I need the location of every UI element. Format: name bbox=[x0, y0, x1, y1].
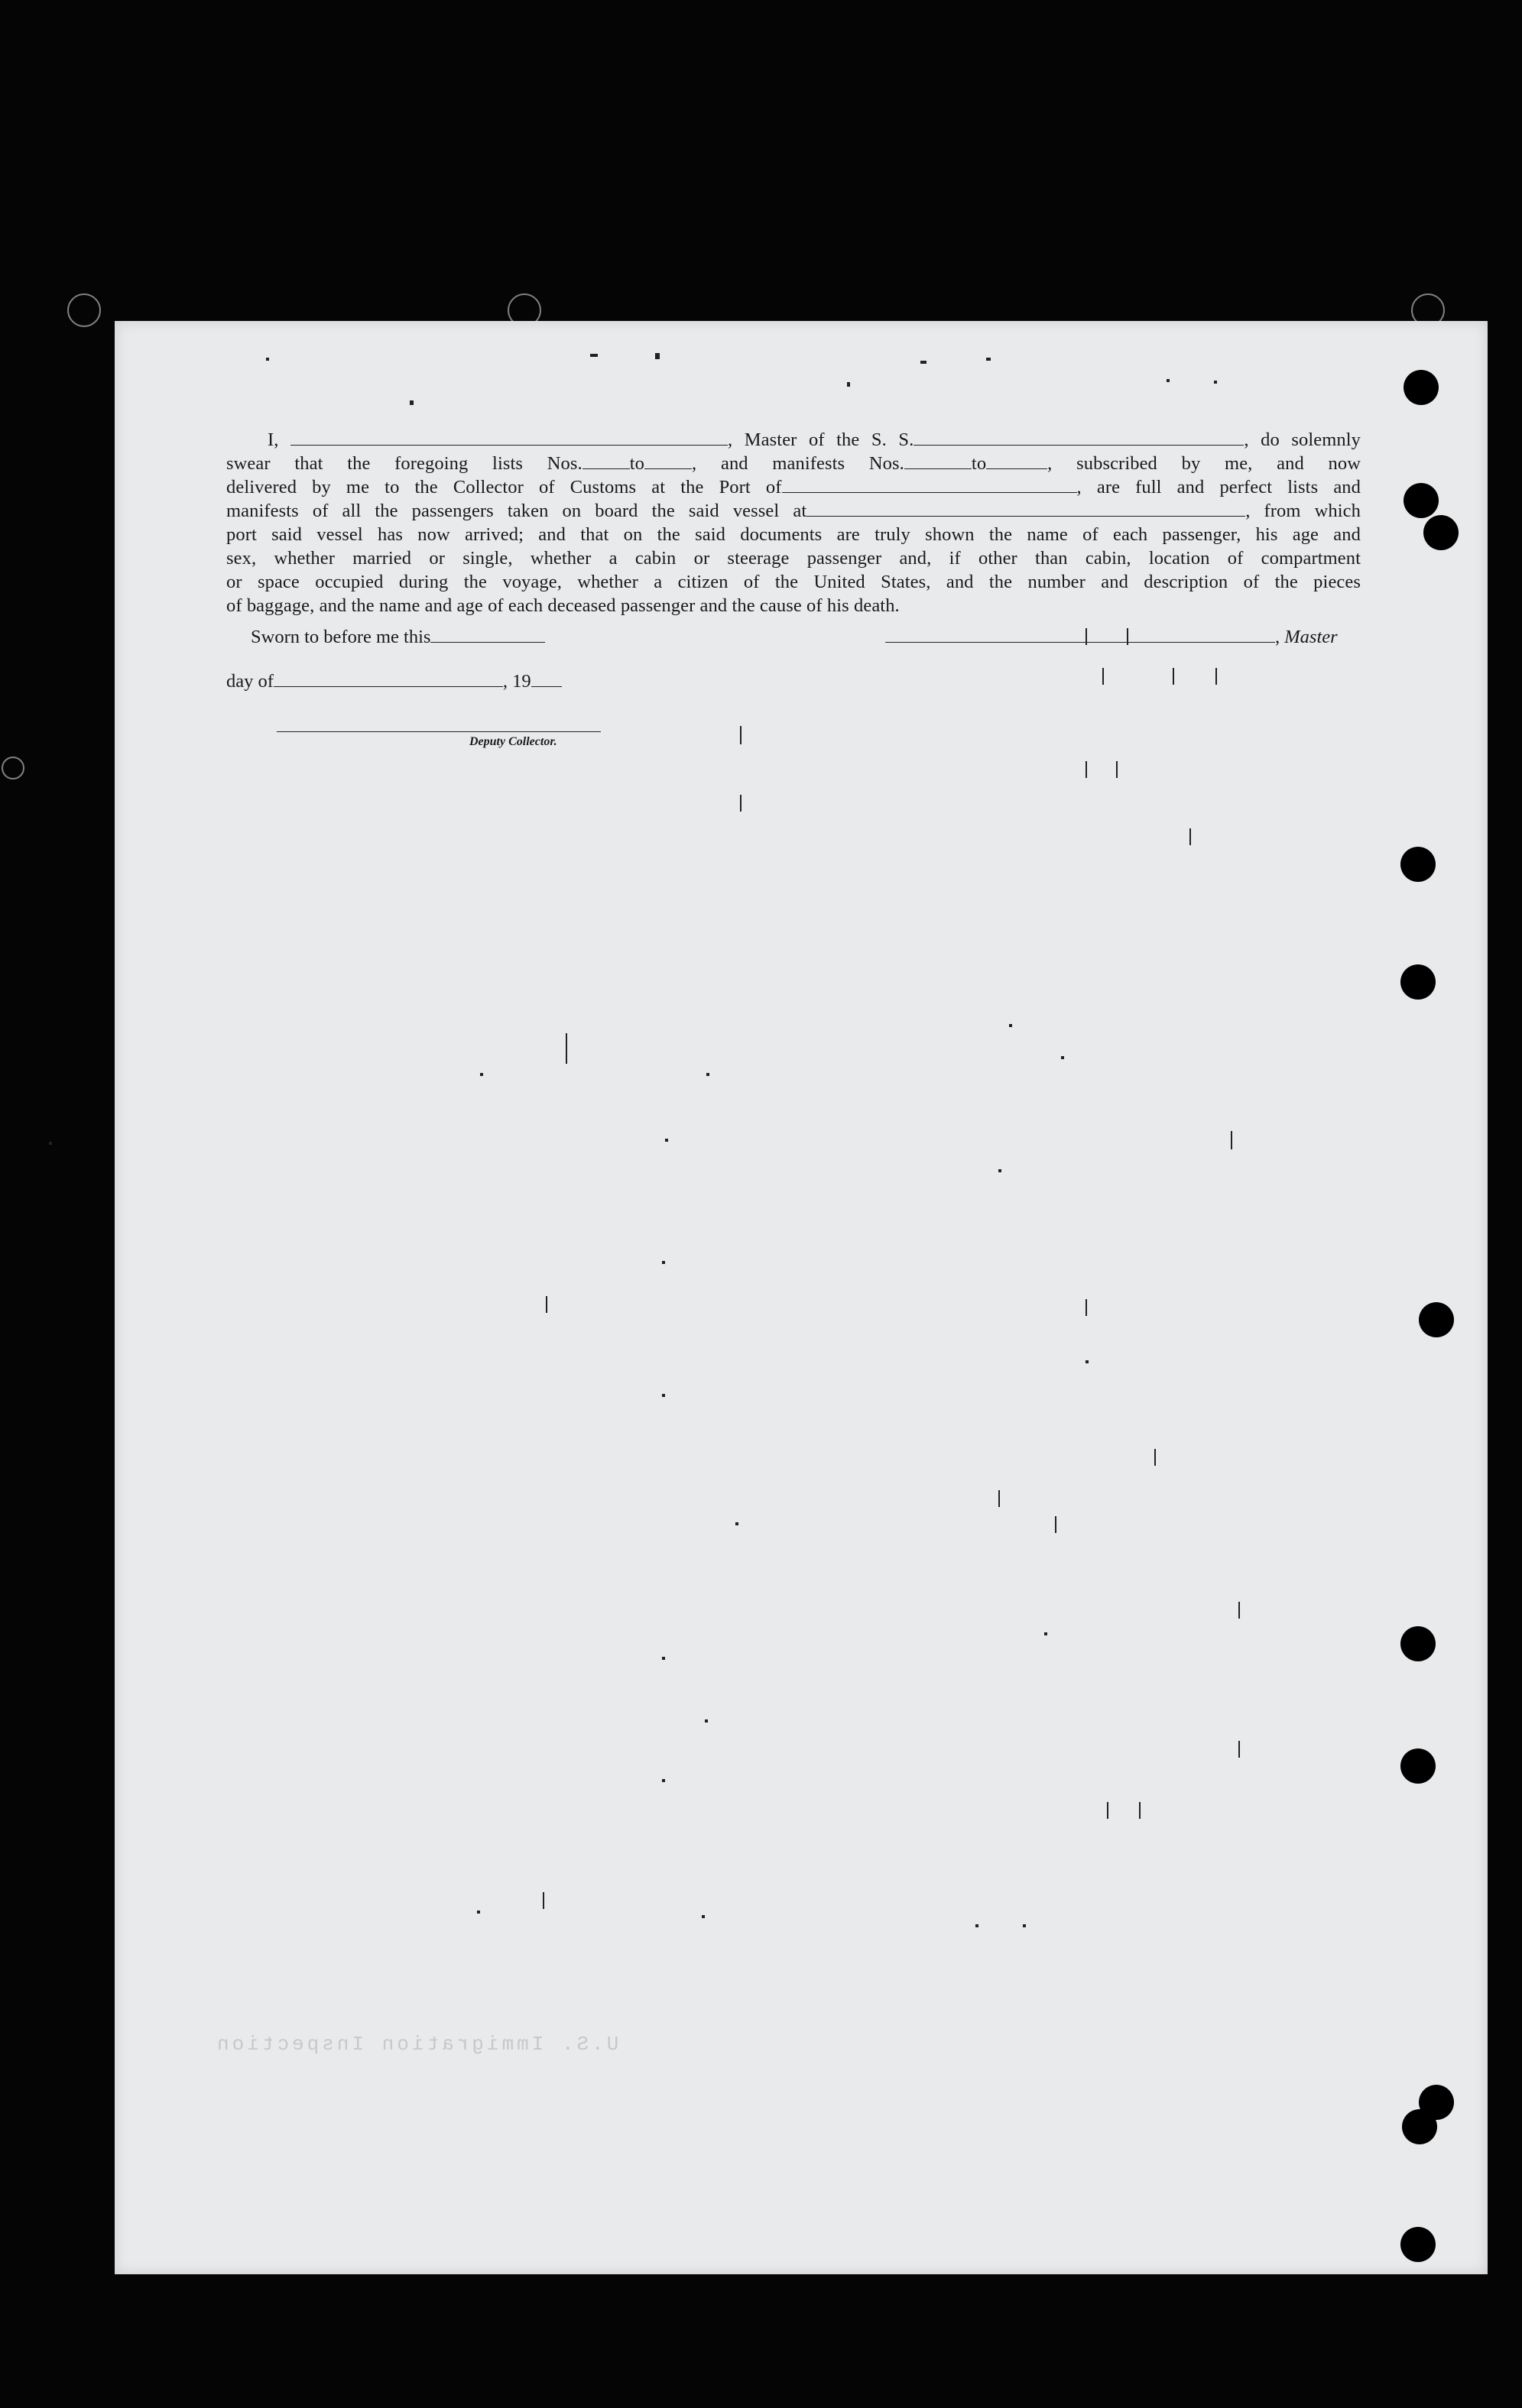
scan-speck bbox=[1214, 381, 1217, 384]
oath-line-8 bbox=[226, 594, 1361, 617]
scan-speck bbox=[1086, 1360, 1089, 1363]
scan-speck bbox=[975, 1924, 978, 1927]
oath-line-5 bbox=[226, 523, 1361, 546]
scan-speck bbox=[735, 1522, 738, 1525]
master-name-blank bbox=[290, 431, 728, 446]
punch-hole bbox=[1400, 847, 1436, 882]
punch-hole bbox=[1404, 483, 1439, 518]
scan-speck bbox=[1189, 828, 1191, 845]
day-of-label: day of bbox=[226, 671, 274, 692]
master-signature-blank bbox=[885, 628, 1275, 643]
oath-text: or space occupied during the voyage, whether a citizen of the United States, and the number and description of the pieces bbox=[226, 572, 1361, 592]
punch-hole bbox=[1400, 2227, 1436, 2262]
oath-text: , from which bbox=[1245, 501, 1361, 521]
scan-speck bbox=[665, 1139, 668, 1142]
deputy-signature-line bbox=[277, 731, 601, 732]
oath-text: to bbox=[971, 453, 987, 474]
scan-speck bbox=[410, 400, 414, 405]
oath-line-7 bbox=[226, 570, 1361, 594]
oath-line-6 bbox=[226, 546, 1361, 570]
scan-speck bbox=[1173, 668, 1174, 685]
scan-speck bbox=[662, 1779, 665, 1782]
scan-speck bbox=[1238, 1741, 1240, 1758]
scan-speck bbox=[1215, 668, 1217, 685]
punch-hole bbox=[1402, 2109, 1437, 2144]
punch-hole bbox=[1419, 1302, 1454, 1337]
scan-speck bbox=[1139, 1802, 1141, 1819]
oath-line-2 bbox=[226, 452, 1361, 475]
scan-speck bbox=[662, 1657, 665, 1660]
master-comma: , bbox=[1275, 627, 1280, 647]
oath-text: sex, whether married or single, whether a cabin or steerage passenger and, if other than cabin, location of compartment bbox=[226, 548, 1361, 569]
scan-speck bbox=[1061, 1056, 1064, 1059]
scan-speck bbox=[1086, 1299, 1087, 1316]
year-label: , 19 bbox=[502, 671, 531, 692]
oath-text: to bbox=[629, 453, 645, 474]
master-label: Master bbox=[1284, 627, 1338, 647]
scan-speck bbox=[1154, 1449, 1156, 1466]
master-signature-line bbox=[885, 627, 1338, 648]
scan-speck bbox=[920, 361, 927, 364]
scan-speck bbox=[847, 382, 850, 387]
scan-ring bbox=[67, 293, 101, 327]
scan-speck bbox=[266, 358, 269, 361]
punch-hole bbox=[1423, 515, 1459, 550]
scan-speck bbox=[655, 353, 660, 359]
scan-speck bbox=[1102, 668, 1104, 685]
oath-paragraph bbox=[226, 428, 1361, 617]
scan-speck bbox=[566, 1033, 567, 1064]
punch-hole bbox=[1404, 370, 1439, 405]
ship-name-blank bbox=[914, 431, 1244, 446]
oath-text: manifests of all the passengers taken on board the said vessel at bbox=[226, 501, 807, 521]
scan-speck bbox=[1167, 379, 1170, 382]
scan-speck bbox=[1116, 761, 1118, 778]
list-from-blank bbox=[583, 455, 630, 469]
scan-speck bbox=[705, 1719, 708, 1723]
scan-speck bbox=[662, 1261, 665, 1264]
scan-speck bbox=[1023, 1924, 1026, 1927]
scan-speck bbox=[1238, 1602, 1240, 1619]
month-blank bbox=[274, 672, 503, 687]
manifest-from-blank bbox=[904, 455, 972, 469]
oath-line-1 bbox=[226, 428, 1361, 452]
oath-text: I, bbox=[268, 429, 279, 450]
scan-speck bbox=[49, 1142, 52, 1145]
scan-speck bbox=[477, 1911, 480, 1914]
oath-text: , are full and perfect lists and bbox=[1076, 477, 1361, 497]
manifest-to-blank bbox=[986, 455, 1047, 469]
faint-stamp: U.S. Immigration Inspection bbox=[214, 2033, 619, 2056]
scan-speck bbox=[1055, 1516, 1056, 1533]
oath-text: , Master of the S. S. bbox=[728, 429, 914, 450]
deputy-collector-label: Deputy Collector. bbox=[469, 735, 557, 748]
oath-text: delivered by me to the Collector of Customs at the Port of bbox=[226, 477, 782, 497]
scan-speck bbox=[1107, 1802, 1108, 1819]
scan-speck bbox=[740, 795, 742, 812]
sworn-label: Sworn to before me this bbox=[251, 627, 431, 647]
oath-line-4 bbox=[226, 499, 1361, 523]
scan-speck bbox=[986, 358, 991, 361]
scan-speck bbox=[740, 726, 742, 744]
scan-speck bbox=[543, 1892, 544, 1909]
punch-hole bbox=[1400, 964, 1436, 1000]
oath-text: , and manifests Nos. bbox=[692, 453, 904, 474]
scan-ring bbox=[2, 757, 24, 779]
scan-speck bbox=[998, 1169, 1001, 1172]
port-blank bbox=[782, 478, 1077, 493]
scan-speck bbox=[702, 1915, 705, 1918]
sworn-line bbox=[251, 627, 545, 648]
oath-text: , do solemnly bbox=[1244, 429, 1361, 450]
scan-speck bbox=[480, 1073, 483, 1076]
departure-port-blank bbox=[806, 502, 1245, 517]
oath-line-3 bbox=[226, 475, 1361, 499]
sworn-day-blank bbox=[430, 628, 545, 643]
punch-hole bbox=[1400, 1748, 1436, 1784]
scan-speck bbox=[1086, 761, 1087, 778]
scan-speck bbox=[998, 1490, 1000, 1507]
scan-speck bbox=[1127, 628, 1128, 645]
year-blank bbox=[531, 672, 562, 687]
list-to-blank bbox=[644, 455, 692, 469]
oath-text: port said vessel has now arrived; and that on the said documents are truly shown the name of each passenger, his age and bbox=[226, 524, 1361, 545]
day-of-line bbox=[226, 671, 562, 692]
scan-speck bbox=[1044, 1632, 1047, 1635]
scan-speck bbox=[1231, 1131, 1232, 1149]
scan-speck bbox=[546, 1296, 547, 1313]
scan-speck bbox=[1086, 628, 1087, 645]
scan-speck bbox=[1009, 1024, 1012, 1027]
scan-speck bbox=[706, 1073, 709, 1076]
oath-text: of baggage, and the name and age of each deceased passenger and the cause of his death. bbox=[226, 595, 900, 616]
oath-text: , subscribed by me, and now bbox=[1047, 453, 1361, 474]
oath-text: swear that the foregoing lists Nos. bbox=[226, 453, 583, 474]
scan-speck bbox=[662, 1394, 665, 1397]
punch-hole bbox=[1400, 1626, 1436, 1661]
scan-speck bbox=[590, 354, 598, 357]
